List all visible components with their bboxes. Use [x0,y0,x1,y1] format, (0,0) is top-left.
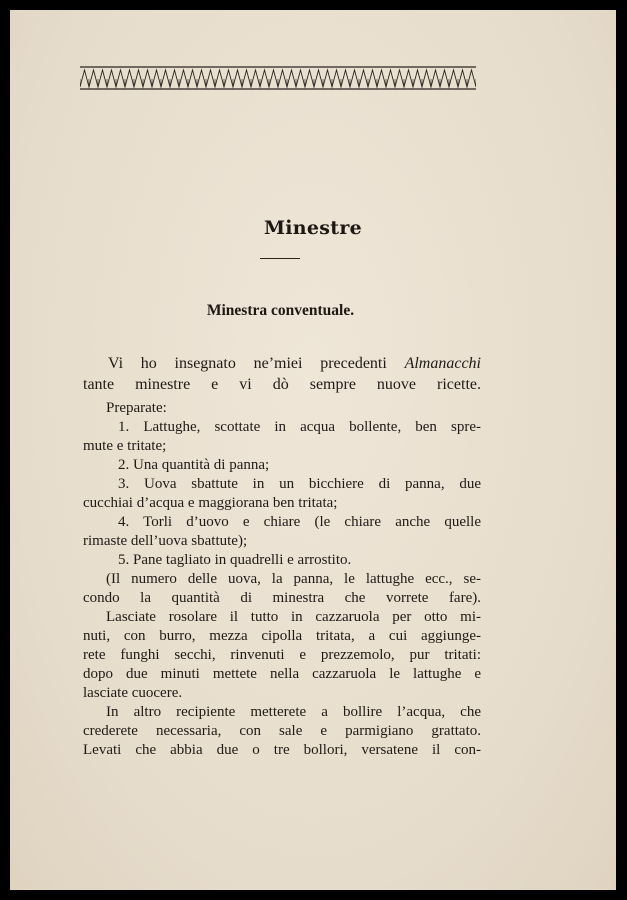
text-line: 2. Una quantità di panna; [118,457,270,473]
text-line: 1. Lattughe, scottate in acqua bollente, ben spre- [118,419,481,435]
text-line: condo la quantità di minestra che vorrete fare). [83,590,481,606]
text-line: cucchiai d’acqua e maggiorana ben tritata; [83,495,338,511]
text-line: Preparate: [106,400,167,416]
text-line: rimaste dell’uova sbattute); [83,533,248,549]
intro-line: tante minestre e vi dò sempre nuove ricette. [83,376,481,393]
intro-line: Vi ho insegnato ne’miei precedenti Almanacchi [108,355,481,372]
text-line: mute e tritate; [83,438,167,454]
recipe-body [83,399,481,760]
ornamental-header-border [80,65,476,91]
text-line: Levati che abbia due o tre bollori, versatene il con- [83,742,481,758]
text-line: 5. Pane tagliato in quadrelli e arrostito. [118,552,352,568]
text-line: crederete necessaria, con sale e parmigiano grattato. [83,723,481,739]
recipe-title: Minestra conventuale. [206,302,355,319]
text-line: Lasciate rosolare il tutto in cazzaruola per otto mi- [106,609,481,625]
section-heading: Minestre [263,217,363,239]
text-line: 4. Torli d’uovo e chiare (le chiare anche quelle [118,514,481,530]
text-line: In altro recipiente metterete a bollire l’acqua, che [106,704,481,720]
italic-word: Almanacchi [404,355,481,372]
text-line: rete funghi secchi, rinvenuti e prezzemolo, pur tritati: [83,647,481,663]
text-line: nuti, con burro, mezza cipolla tritata, a cui aggiunge- [83,628,481,644]
text-line: 3. Uova sbattute in un bicchiere di panna, due [118,476,481,492]
text-line: (Il numero delle uova, la panna, le lattughe ecc., se- [106,571,481,587]
text-line: lasciate cuocere. [83,685,183,701]
text-line: dopo due minuti mettete nella cazzaruola le lattughe e [83,666,481,682]
heading-rule [260,258,300,259]
intro-paragraph [83,353,481,395]
book-page [10,10,616,890]
